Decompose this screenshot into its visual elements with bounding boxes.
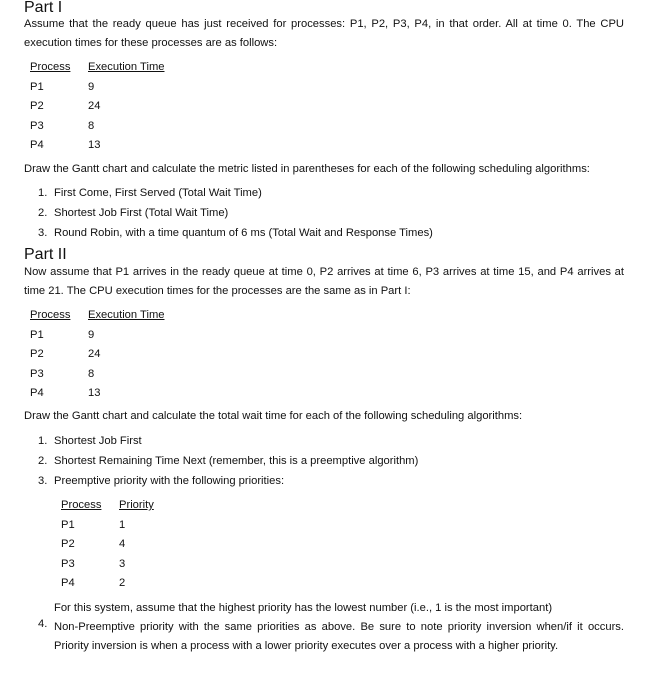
- exec-time-cell: 24: [88, 348, 101, 360]
- process-cell: P1: [30, 80, 44, 93]
- exec-time-cell: 8: [88, 119, 95, 132]
- exec-time-cell: 24: [88, 100, 101, 112]
- part2-intro: Now assume that P1 arrives in the ready queue at time 0, P2 arrives at time 6, P3 arrives at time 15, and P4 arrives at time 21. The CPU execution times for the processes are the same as in Part I:: [24, 266, 624, 297]
- process-cell: P4: [61, 577, 75, 589]
- list-text: Round Robin, with a time quantum of 6 ms (Total Wait and Response Times): [54, 227, 433, 239]
- exec-time-cell: 9: [88, 80, 95, 93]
- priority-note: For this system, assume that the highest priority has the lowest number (i.e., 1 is the most important): [54, 602, 553, 614]
- process-cell: P4: [30, 387, 44, 399]
- list-text: Shortest Job First (Total Wait Time): [54, 207, 229, 219]
- priority-cell: 4: [119, 538, 126, 550]
- exec-time-cell: 13: [88, 387, 101, 399]
- process-cell: P3: [30, 119, 44, 132]
- list-number: 2.: [38, 207, 48, 219]
- process-cell: P1: [30, 328, 44, 341]
- part1-intro: Assume that the ready queue has just received for processes: P1, P2, P3, P4, in that order. All at time 0. The CPU execution times for these processes are as follows:: [24, 18, 624, 49]
- process-cell: P1: [61, 518, 75, 531]
- priority-cell: 1: [119, 518, 126, 531]
- process-cell: P4: [30, 139, 44, 151]
- part2-heading: Part II: [24, 246, 67, 263]
- process-header: Process: [30, 61, 71, 73]
- list-text: Shortest Job First: [54, 435, 142, 447]
- process-cell: P3: [30, 367, 44, 380]
- part2-instruction: Draw the Gantt chart and calculate the total wait time for each of the following scheduling algorithms:: [24, 410, 523, 422]
- list-text: Non-Preemptive priority with the same priorities as above. Be sure to note priority inversion when/if it occurs. Priority inversion is when a process with a lower priority executes over a process with a higher priority.: [54, 621, 624, 652]
- process-cell: P2: [30, 348, 44, 360]
- list-number: 3.: [38, 227, 48, 239]
- process-cell: P2: [61, 538, 75, 550]
- list-text: First Come, First Served (Total Wait Time): [54, 187, 262, 199]
- exec-time-cell: 9: [88, 328, 95, 341]
- exec-time-header: Execution Time: [88, 61, 165, 73]
- list-text: Preemptive priority with the following priorities:: [54, 475, 285, 487]
- exec-time-cell: 8: [88, 367, 95, 380]
- exec-time-header: Execution Time: [88, 309, 165, 321]
- list-number: 1.: [38, 187, 48, 199]
- list-number: 4.: [38, 618, 48, 630]
- part1-heading: Part I: [24, 0, 63, 16]
- process-cell: P2: [30, 100, 44, 112]
- exec-time-cell: 13: [88, 139, 101, 151]
- list-text: Shortest Remaining Time Next (remember, this is a preemptive algorithm): [54, 455, 419, 467]
- process-cell: P3: [61, 557, 75, 570]
- list-number: 3.: [38, 475, 48, 487]
- process-header: Process: [30, 309, 71, 321]
- part1-instruction: Draw the Gantt chart and calculate the metric listed in parentheses for each of the following scheduling algorithms:: [24, 163, 590, 175]
- priority-header: Priority: [119, 499, 154, 511]
- process-header: Process: [61, 499, 102, 511]
- priority-cell: 2: [119, 577, 126, 589]
- list-number: 2.: [38, 455, 48, 467]
- list-number: 1.: [38, 435, 48, 447]
- priority-cell: 3: [119, 557, 126, 570]
